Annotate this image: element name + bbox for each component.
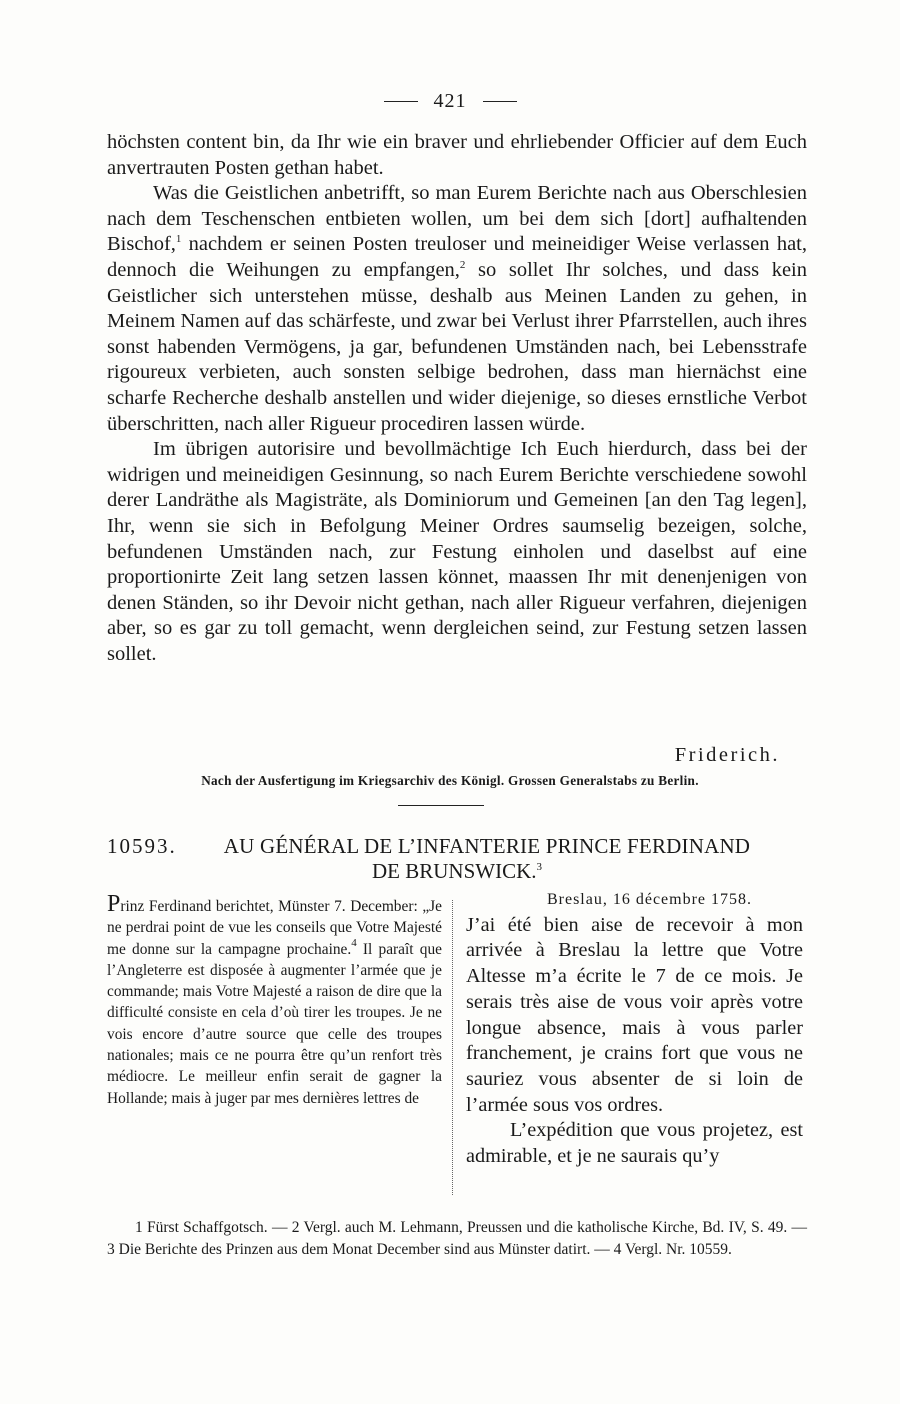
paragraph-2 xyxy=(107,181,807,437)
report-summary-part-b: Il paraît que l’Angleterre est disposée à augmenter l’armée que je commande; mais Votre Majesté a raison de dire que la difficulté consiste en cela d’où tirer les troupes. Je ne vois encore d’autre source que celle des troupes nationales; mais ce ne pourra être qu’un renfort très médiocre. Le meilleur enfin serait de gagner la Hollande; mais à juger par mes dernières lettres de xyxy=(107,940,442,1107)
footnote-ref-3: 3 xyxy=(536,861,542,873)
footnote-ref-2: 2 xyxy=(459,258,466,271)
letter-number: 10593. xyxy=(107,834,177,858)
letter-title-line-2 xyxy=(107,859,807,884)
letter-column xyxy=(466,887,803,1170)
page-header xyxy=(0,86,900,116)
paragraph-3: Im übrigen autorisire und bevollmächtige Ich Euch hierdurch, dass bei der widrigen und meineidigen Gesinnung, so nach Eurem Berichte verschiedene sowohl derer Landräthe als Magisträte, als Dominiorum und Gemeinen [an den Tag legen], Ihr, wenn sie sich in Befolgung Meiner Ordres saumselig bezeigen, solche, befundenen Umständen nach, zur Festung einholen und daselbst auf eine proportionirte Zeit lang setzen lassen könnet, maassen Ihr mit denenjenigen von denen Ständen, so ihr Devoir nicht gethan, nach aller Rigueur verfahren, diejenigen aber, so es gar zu toll gemacht, wenn dergleichen seind, zur Festung setzen lassen sollet. xyxy=(107,438,807,665)
header-rule-right xyxy=(483,101,517,102)
section-separator xyxy=(398,805,484,806)
source-note: Nach der Ausfertigung im Kriegsarchiv des Königl. Grossen Generalstabs zu Berlin. xyxy=(201,773,699,788)
main-text xyxy=(107,130,807,667)
report-summary-part-a: rinz Ferdinand berichtet, Münster 7. December: „Je ne perdrai point de vue les conseils que Votre Majesté me donne sur la campagne prochaine. xyxy=(107,898,442,958)
drop-cap: P xyxy=(107,891,121,917)
letter-paragraph-1: J’ai été bien aise de recevoir à mon arrivée à Breslau la lettre que Votre Altesse m’a écrite le 7 de ce mois. Je serais très aise de vous voir après votre longue absence, mais à vous parler franchement, je crains fort que vous ne sauriez vous absenter de si loin de l’armée sous vos ordres. xyxy=(466,913,803,1116)
page-number: 421 xyxy=(433,89,467,112)
paragraph-2-part-c: so sollet Ihr solches, und dass kein Geistlicher sich unterstehen müsse, deshalb aus Meinen Landen zu gehen, in Meinem Namen auf das schärfeste, und zwar bei Verlust ihrer Pfarrstellen, auch ihres sonst habenden Vermögens, ja gar, befundenen Umständen nach, bei Lebensstrafe rigoureux verbieten, auch sonsten selbige bedrohen, dass man hiernächst eine scharfe Recherche deshalb anstellen und wider diejenige, so dieses ernstliche Verbot überschritten, nach aller Rigueur procediren lassen würde. xyxy=(107,258,807,435)
paragraph-1: höchsten content bin, da Ihr wie ein braver und ehrliebender Officier auf dem Euch anvertrauten Posten gethan habet. xyxy=(107,131,807,179)
letter-title-line-1: AU GÉNÉRAL DE L’INFANTERIE PRINCE FERDINAND xyxy=(223,834,751,858)
letter-title-text: DE BRUNSWICK. xyxy=(371,859,537,883)
footnote-ref-1: 1 xyxy=(175,233,182,246)
letter-paragraph-2: L’expédition que vous projetez, est admirable, et je ne saurais qu’y xyxy=(466,1119,803,1168)
report-summary-column xyxy=(107,891,442,1109)
signature: Friderich. xyxy=(674,744,780,766)
letter-heading xyxy=(107,834,807,884)
footnotes: 1 Fürst Schaffgotsch. — 2 Vergl. auch M. Lehmann, Preussen und die katholische Kirche, Bd. IV, S. 49. — 3 Die Berichte des Prinzen aus dem Monat December sind aus Münster datirt. — 4 Vergl. Nr. 10559. xyxy=(107,1219,807,1259)
letter-date: Breslau, 16 décembre 1758. xyxy=(546,891,753,908)
header-rule-left xyxy=(384,101,418,102)
report-summary xyxy=(107,891,442,1109)
paragraph-2-part-b: nachdem er seinen Posten treuloser und meineidiger Weise verlassen hat, dennoch die Weihungen zu empfangen, xyxy=(107,233,807,281)
footnote-ref-4: 4 xyxy=(351,936,357,949)
paragraph-2-part-a: Was die Geistlichen anbetrifft, so man Eurem Berichte nach aus Oberschlesien nach dem Teschenschen entbieten wollen, um bei dem sich [dort] aufhaltenden Bischof, xyxy=(107,182,807,256)
column-divider xyxy=(452,900,453,1195)
